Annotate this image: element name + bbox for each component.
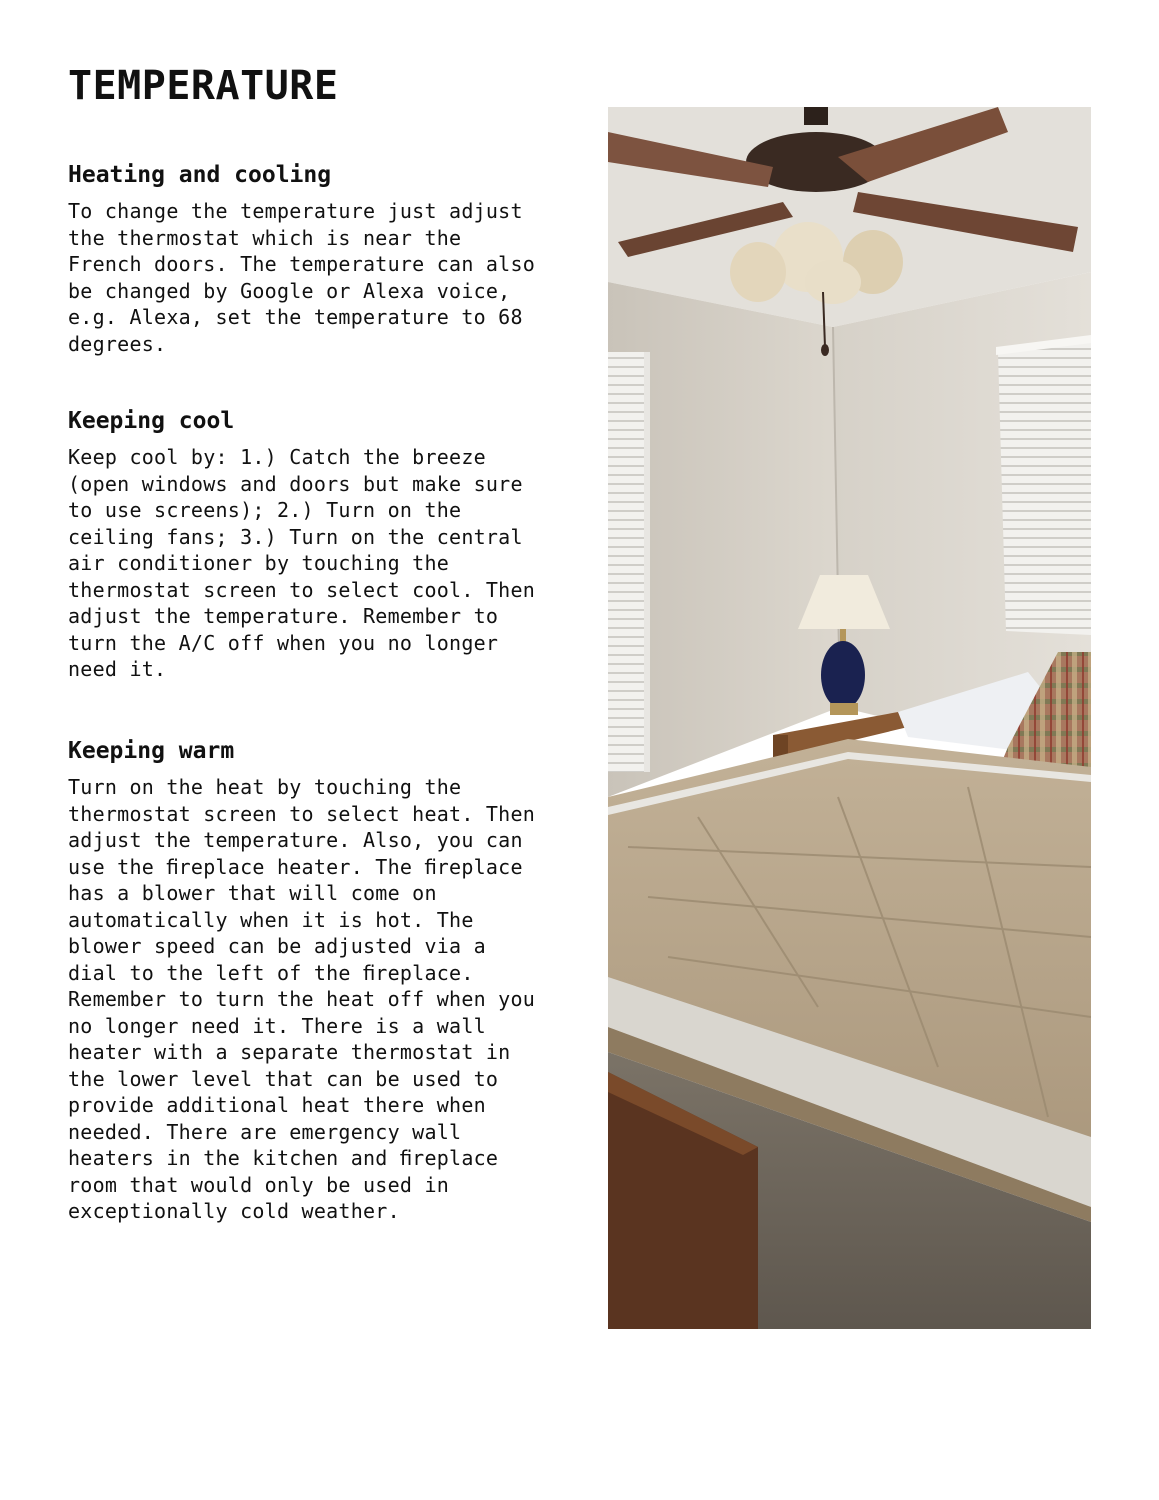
section-body: Keep cool by: 1.) Catch the breeze (open windows and doors but make sure to use screens); 2.) Turn on the ceiling fans; 3.) Turn on the central air conditioner by touching the thermostat screen to select cool. Then adjust the temperature. Remember to turn the A/C off when you no longer need it. [68,445,536,681]
section-body: Turn on the heat by touching the thermostat screen to select heat. Then adjust the temperature. Also, you can use the ﬁreplace heater. The ﬁreplace has a blower that will come on automatically when it is hot. The blower speed can be adjusted via a dial to the left of the ﬁreplace. Remember to turn the heat off when you no longer need it. There is a wall heater with a separate thermostat in the lower level that can be used to provide additional heat there when needed. There are emergency wall heaters in the kitchen and ﬁreplace room that would only be used in exceptionally cold weather. [68,775,536,1223]
section-heating-and-cooling [68,160,588,357]
section-keeping-cool [68,406,588,683]
page-title: TEMPERATURE [68,63,339,109]
section-body: To change the temperature just adjust the thermostat which is near the French doors. The temperature can also be changed by Google or Alexa voice, e.g. Alexa, set the temperature to 68 degrees. [68,199,536,356]
section-heading: Heating and cooling [68,162,332,188]
section-heading: Keeping cool [68,408,235,434]
bedroom-photo [608,107,1091,1329]
section-keeping-warm [68,736,588,1225]
section-heading: Keeping warm [68,738,235,764]
